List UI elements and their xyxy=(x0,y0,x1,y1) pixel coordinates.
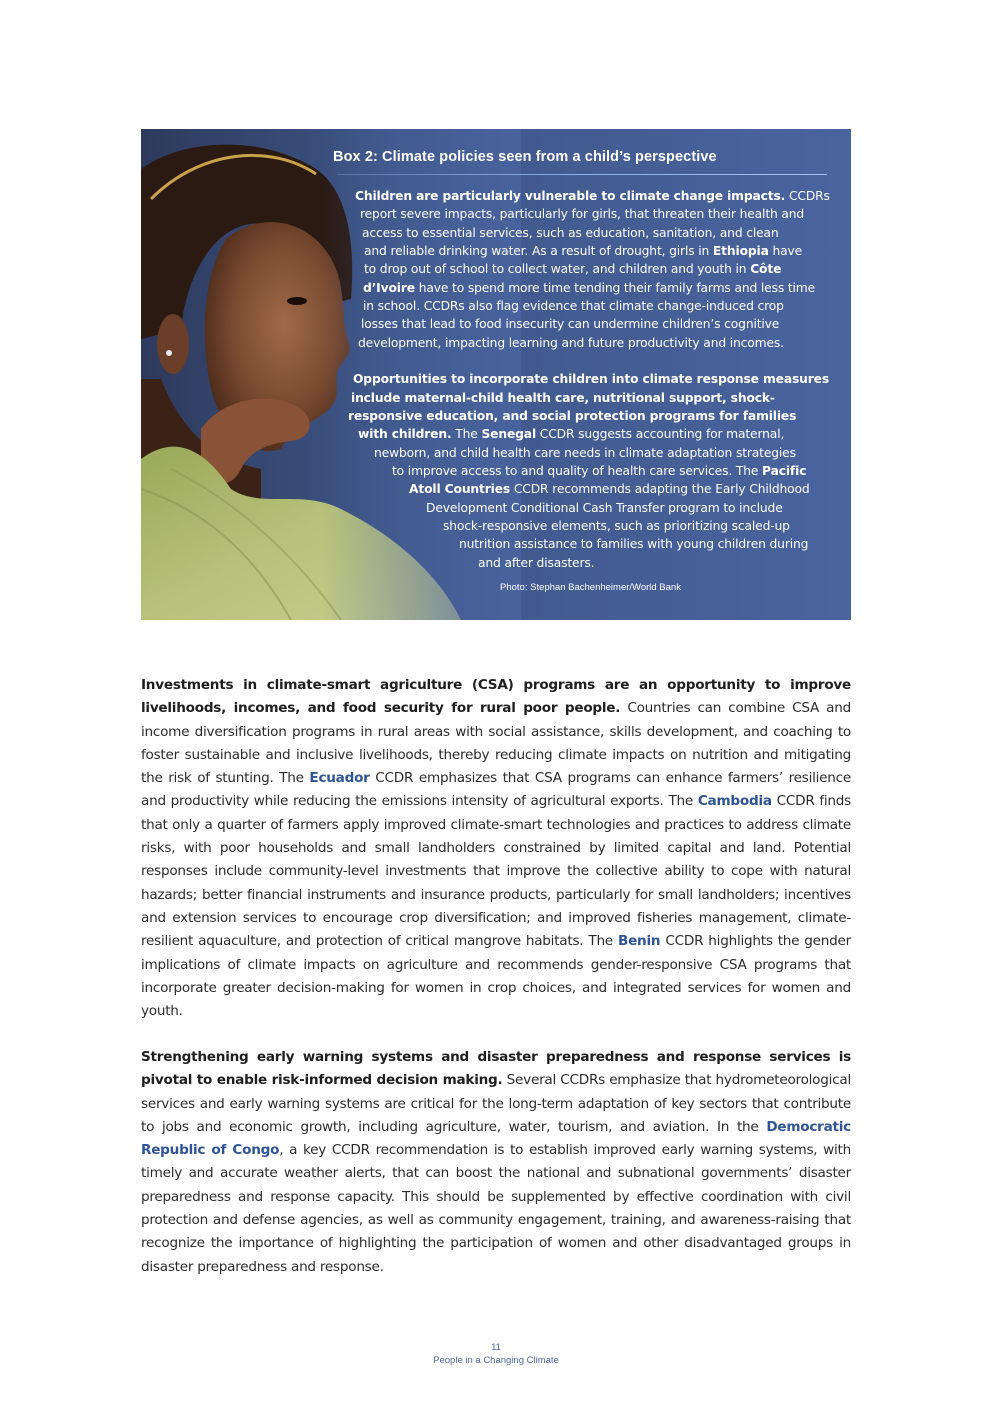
box-line xyxy=(409,480,810,498)
box-line-bold-text: responsive education, and social protection programs for families xyxy=(348,409,797,423)
body-text: CCDR finds that only a quarter of farmers apply improved climate-smart technologies and practices to address climate risks, with poor households and small landholders constrained by limited capital and land. Potential responses include community-level investments that improve the collective ability to cope with natural hazards; better financial instruments and insurance products, particularly for small landholders; incentives and extension services to encourage crop diversification; and improved fisheries management, climate-resilient aquaculture, and protection of critical mangrove habitats. The xyxy=(141,793,851,950)
box-line xyxy=(426,499,783,517)
box-line-text: have xyxy=(768,244,803,258)
footer-report-title: People in a Changing Climate xyxy=(433,1355,559,1366)
box-line xyxy=(392,462,806,480)
box-line-bold-text: Atoll Countries xyxy=(409,482,511,496)
box-line xyxy=(351,389,775,407)
box-line xyxy=(360,205,804,223)
box-line xyxy=(362,224,779,242)
paragraph-early-warning xyxy=(141,1046,851,1279)
box-line xyxy=(361,315,779,333)
lead-sentence: Investments in climate-smart agriculture (CSA) programs are an opportunity to improve livelihoods, incomes, and food security for rural poor people. xyxy=(141,677,851,717)
box-line-bold-text: Senegal xyxy=(481,427,537,441)
box-line-bold-text: Ethiopia xyxy=(712,244,769,258)
body-text: CCDR highlights the gender implications of climate impacts on agriculture and recommends gender-responsive CSA programs that incorporate greater decision-making for women in crop choices, and integrated services for women and youth. xyxy=(141,933,851,1020)
body-text: , a key CCDR recommendation is to establish improved early warning systems, with timely and accurate weather alerts, that can boost the national and subnational governments’ disaster preparedness and response capacity. This should be supplemented by effective coordination with civil protection and defense agencies, as well as community engagement, training, and awareness-raising that recognize the importance of highlighting the participation of women and other disadvantaged groups in disaster preparedness and response. xyxy=(141,1142,852,1275)
country-link[interactable]: Ecuador xyxy=(309,770,370,787)
box-line xyxy=(364,260,781,278)
box-line xyxy=(363,279,815,297)
box-line-bold-text: with children. xyxy=(358,427,452,441)
box-line-text: losses that lead to food insecurity can undermine children’s cognitive xyxy=(361,317,780,331)
box-line xyxy=(364,242,802,260)
body-text: Countries can combine CSA and income diversification programs in rural areas with social assistance, skills development, and coaching to foster sustainable and inclusive livelihoods, thereby reducing climate impacts on nutrition and mitigating the risk of stunting. The xyxy=(141,700,851,787)
box-line-text: shock-responsive elements, such as prioritizing scaled-up xyxy=(443,519,790,533)
box-line-text: report severe impacts, particularly for girls, that threaten their health and xyxy=(360,207,805,221)
box-line-text: The xyxy=(451,427,482,441)
paragraph-csa xyxy=(141,674,851,1023)
box-line-bold-text: Children are particularly vulnerable to climate change impacts. xyxy=(355,189,786,203)
box-line xyxy=(358,425,784,443)
box-line xyxy=(459,535,808,553)
box-2-panel xyxy=(141,129,851,620)
box-line-text: nutrition assistance to families with young children during xyxy=(459,537,809,551)
box-line-text: CCDR suggests accounting for maternal, xyxy=(536,427,785,441)
box-title-rule xyxy=(337,174,827,175)
box-line-text: development, impacting learning and future productivity and incomes. xyxy=(358,336,784,350)
box-line xyxy=(355,187,830,205)
box-line-bold-text: d’Ivoire xyxy=(363,281,415,295)
box-line xyxy=(478,554,594,572)
box-line xyxy=(374,444,796,462)
lead-sentence: Strengthening early warning systems and disaster preparedness and response services is pivotal to enable risk-informed decision making. xyxy=(141,1049,851,1089)
box-line-bold-text: Pacific xyxy=(762,464,807,478)
box-line-bold-text: Opportunities to incorporate children into climate response measures xyxy=(353,372,830,386)
box-line-bold-text: include maternal-child health care, nutritional support, shock- xyxy=(351,391,775,405)
country-link[interactable]: Cambodia xyxy=(697,793,772,810)
box-text xyxy=(141,129,851,620)
box-line-text: to improve access to and quality of health care services. The xyxy=(392,464,763,478)
box-line-text: newborn, and child health care needs in climate adaptation strategies xyxy=(374,446,796,460)
photo-credit: Photo: Stephan Bachenheimer/World Bank xyxy=(500,582,681,593)
box-line-text: have to spend more time tending their family farms and less time xyxy=(414,281,816,295)
box-line-text: in school. CCDRs also flag evidence that climate change-induced crop xyxy=(363,299,784,313)
box-line-text: CCDR recommends adapting the Early Childhood xyxy=(510,482,810,496)
box-line xyxy=(443,517,790,535)
box-line xyxy=(363,297,784,315)
box-line xyxy=(348,407,796,425)
box-line-bold-text: Côte xyxy=(750,262,782,276)
page-number: 11 xyxy=(491,1342,501,1353)
body-text: Several CCDRs emphasize that hydrometeorological services and early warning systems are critical for the long-term adaptation of key sectors that contribute to jobs and economic growth, including agriculture, water, tourism, and aviation. In the xyxy=(141,1072,851,1135)
box-line xyxy=(358,334,784,352)
box-title: Box 2: Climate policies seen from a child’s perspective xyxy=(333,149,717,165)
country-link[interactable]: Benin xyxy=(617,933,661,950)
box-line-text: access to essential services, such as education, sanitation, and clean xyxy=(362,226,779,240)
box-line-text: Development Conditional Cash Transfer program to include xyxy=(426,501,783,515)
country-link[interactable]: Democratic Republic of Congo xyxy=(141,1118,851,1159)
box-line-text: CCDRs xyxy=(785,189,830,203)
body-text: CCDR emphasizes that CSA programs can enhance farmers’ resilience and productivity while reducing the emissions intensity of agricultural exports. The xyxy=(141,770,851,810)
box-line-text: to drop out of school to collect water, and children and youth in xyxy=(364,262,751,276)
box-line xyxy=(353,370,829,388)
box-line-text: and after disasters. xyxy=(478,556,595,570)
box-line-text: and reliable drinking water. As a result of drought, girls in xyxy=(364,244,713,258)
